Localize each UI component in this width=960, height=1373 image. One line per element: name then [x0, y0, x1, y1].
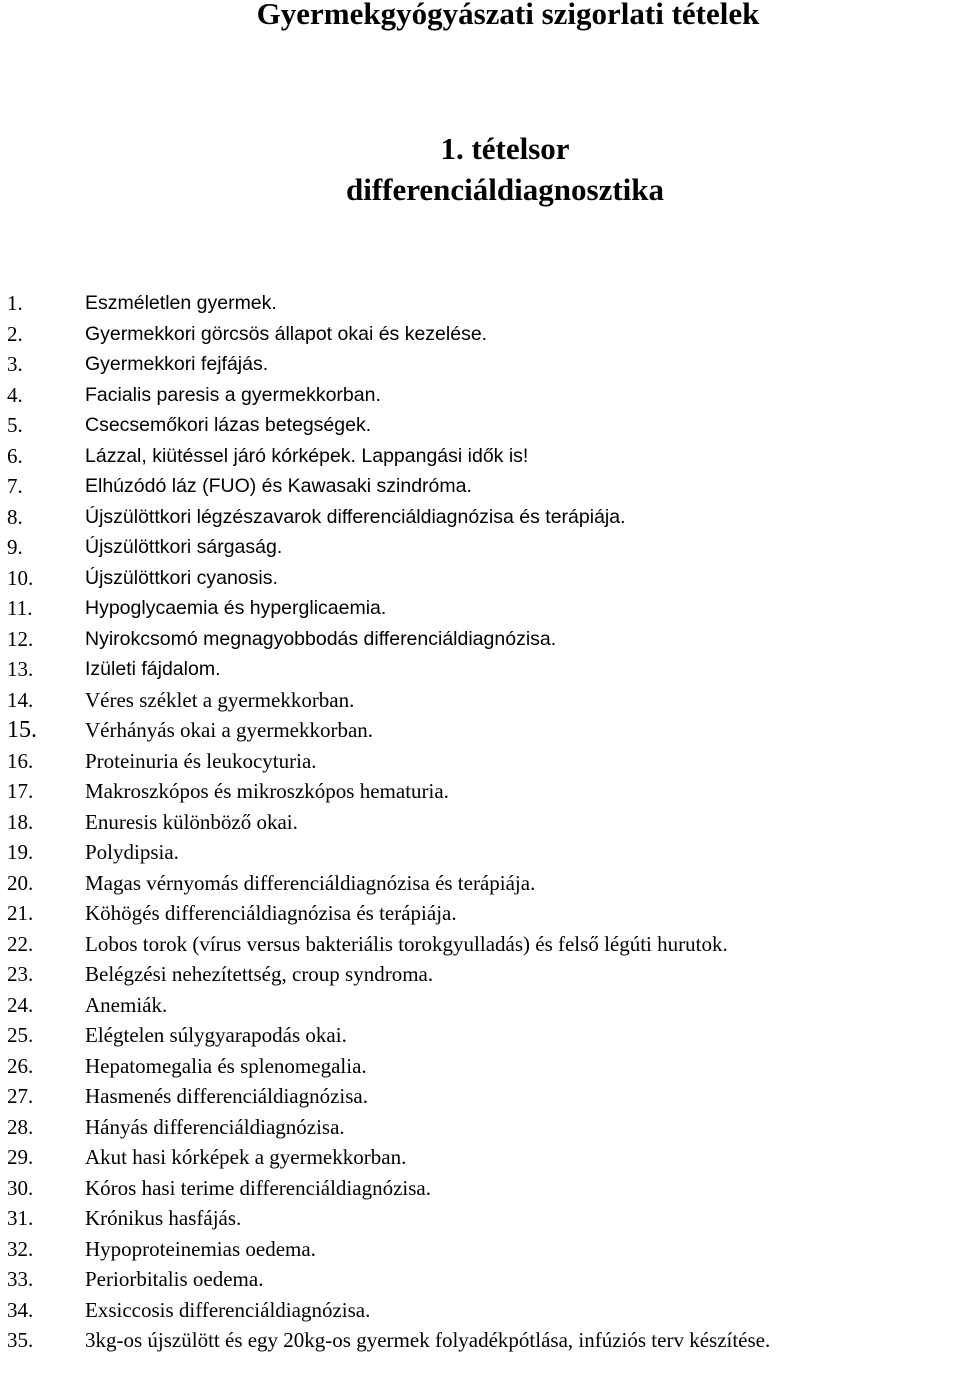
topic-number: 19.	[7, 840, 34, 864]
topic-number: 20.	[7, 870, 34, 895]
topic-number: 2.	[7, 321, 23, 346]
topic-item	[0, 624, 960, 655]
topic-text: Újszülöttkori légzészavarok differenciáldiagnózisa és terápiája.	[85, 505, 626, 528]
topic-item	[0, 349, 960, 380]
topic-number: 35.	[7, 1328, 34, 1352]
topic-number: 28.	[7, 1114, 34, 1139]
topic-text: Gyermekkori fejfájás.	[85, 353, 269, 375]
topic-item	[0, 837, 960, 868]
topic-number: 4.	[7, 382, 23, 407]
topic-number: 6.	[7, 443, 23, 468]
topic-number: 10.	[7, 565, 34, 590]
topic-item	[0, 807, 960, 838]
topic-text: Vérhányás okai a gyermekkorban.	[85, 718, 374, 742]
topic-number: 24.	[7, 992, 34, 1017]
topic-text: Elhúzódó láz (FUO) és Kawasaki szindróma.	[85, 475, 472, 497]
topic-number: 7.	[7, 474, 23, 498]
topic-text: Polydipsia.	[85, 840, 179, 864]
topic-number: 15.	[7, 717, 37, 743]
topic-item	[0, 532, 960, 563]
section-number: 1. tételsor	[440, 131, 570, 166]
topic-number: 8.	[7, 504, 23, 529]
document-title: Gyermekgyógyászati szigorlati tételek	[256, 0, 760, 31]
topic-number: 32.	[7, 1236, 34, 1261]
topic-number: 21.	[7, 901, 34, 925]
topic-text: Elégtelen súlygyarapodás okai.	[85, 1023, 347, 1047]
topic-number: 16.	[7, 748, 34, 773]
topic-text: Exsiccosis differenciáldiagnózisa.	[85, 1297, 371, 1322]
topic-text: Izületi fájdalom.	[85, 658, 221, 680]
topic-number: 33.	[7, 1267, 34, 1291]
topic-item	[0, 929, 960, 960]
topic-item	[0, 1020, 960, 1051]
topic-item	[0, 1112, 960, 1143]
topic-text: Belégzési nehezítettség, croup syndroma.	[85, 962, 434, 986]
topic-text: Magas vérnyomás differenciáldiagnózisa és terápiája.	[85, 870, 536, 895]
topic-number: 23.	[7, 962, 34, 986]
topic-text: Hypoglycaemia és hyperglicaemia.	[85, 597, 387, 619]
topic-item	[0, 685, 960, 716]
topic-number: 22.	[7, 931, 34, 956]
topic-item	[0, 1203, 960, 1234]
topic-item	[0, 1234, 960, 1265]
topic-text: Enuresis különböző okai.	[85, 809, 298, 834]
topic-text: Anemiák.	[85, 992, 168, 1017]
topic-item	[0, 1325, 960, 1356]
topic-text: Hányás differenciáldiagnózisa.	[85, 1114, 345, 1139]
topic-number: 1.	[7, 291, 23, 315]
topic-item	[0, 288, 960, 319]
topic-text: Lázzal, kiütéssel járó kórképek. Lappangási idők is!	[85, 444, 529, 467]
topic-item	[0, 471, 960, 502]
topic-text: Hasmenés differenciáldiagnózisa.	[85, 1084, 368, 1108]
topic-text: Véres széklet a gyermekkorban.	[85, 687, 355, 712]
topic-item	[0, 898, 960, 929]
topic-text: Krónikus hasfájás.	[85, 1206, 242, 1230]
topic-item	[0, 715, 960, 746]
topic-number: 14.	[7, 687, 34, 712]
topic-text: Akut hasi kórképek a gyermekkorban.	[85, 1145, 407, 1169]
topic-item	[0, 1295, 960, 1326]
topic-number: 11.	[7, 596, 33, 620]
topic-number: 29.	[7, 1145, 34, 1169]
topic-number: 12.	[7, 626, 34, 651]
topic-number: 17.	[7, 779, 34, 803]
topic-item	[0, 1081, 960, 1112]
topic-item	[0, 380, 960, 411]
topic-number: 27.	[7, 1084, 34, 1108]
topic-text: Csecsemőkori lázas betegségek.	[85, 414, 372, 436]
topic-text: Lobos torok (vírus versus bakteriális torokgyulladás) és felső légúti hurutok.	[85, 931, 728, 956]
topic-number: 3.	[7, 352, 23, 376]
topic-item	[0, 319, 960, 350]
topic-number: 30.	[7, 1175, 34, 1200]
topic-number: 5.	[7, 413, 23, 437]
topic-number: 34.	[7, 1297, 34, 1322]
topic-item	[0, 746, 960, 777]
topic-number: 31.	[7, 1206, 34, 1230]
topic-item	[0, 563, 960, 594]
topic-number: 25.	[7, 1023, 34, 1047]
topic-list	[0, 288, 960, 1356]
topic-item	[0, 1051, 960, 1082]
topic-item	[0, 502, 960, 533]
topic-number: 13.	[7, 657, 34, 681]
topic-text: Köhögés differenciáldiagnózisa és terápiája.	[85, 901, 457, 925]
topic-number: 9.	[7, 535, 23, 559]
topic-text: Facialis paresis a gyermekkorban.	[85, 383, 381, 406]
topic-item	[0, 593, 960, 624]
topic-item	[0, 776, 960, 807]
topic-item	[0, 959, 960, 990]
topic-text: Hypoproteinemias oedema.	[85, 1236, 316, 1261]
topic-text: Periorbitalis oedema.	[85, 1267, 264, 1291]
topic-text: Hepatomegalia és splenomegalia.	[85, 1053, 367, 1078]
topic-item	[0, 654, 960, 685]
section-subject: differenciáldiagnosztika	[345, 172, 665, 207]
topic-text: Gyermekkori görcsös állapot okai és kezelése.	[85, 322, 488, 345]
topic-number: 26.	[7, 1053, 34, 1078]
topic-text: Eszméletlen gyermek.	[85, 292, 277, 314]
topic-item	[0, 868, 960, 899]
topic-item	[0, 1142, 960, 1173]
topic-text: Proteinuria és leukocyturia.	[85, 748, 317, 773]
topic-text: Nyirokcsomó megnagyobbodás differenciáldiagnózisa.	[85, 627, 557, 650]
topic-text: Újszülöttkori sárgaság.	[85, 536, 283, 558]
topic-text: Kóros hasi terime differenciáldiagnózisa.	[85, 1175, 431, 1200]
topic-number: 18.	[7, 809, 34, 834]
topic-item	[0, 1173, 960, 1204]
topic-text: 3kg-os újszülött és egy 20kg-os gyermek folyadékpótlása, infúziós terv készítése.	[85, 1328, 771, 1352]
topic-item	[0, 990, 960, 1021]
topic-text: Újszülöttkori cyanosis.	[85, 566, 278, 589]
section-heading	[0, 128, 960, 210]
topic-item	[0, 1264, 960, 1295]
topic-item	[0, 441, 960, 472]
topic-item	[0, 410, 960, 441]
topic-text: Makroszkópos és mikroszkópos hematuria.	[85, 779, 449, 803]
